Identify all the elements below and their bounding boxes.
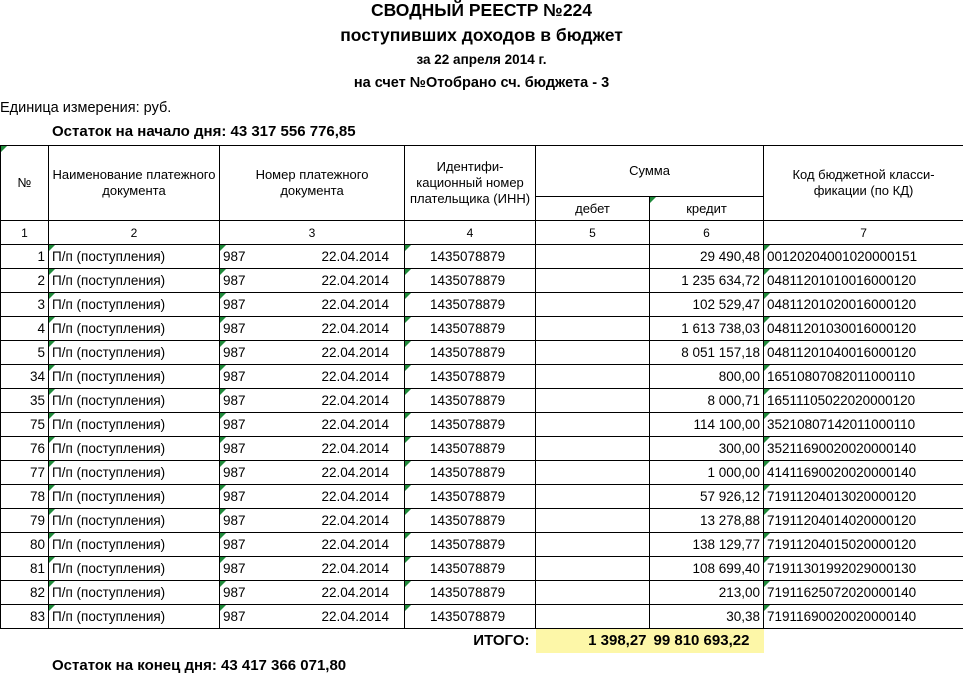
- row-doc-name: П/п (поступления): [49, 389, 220, 413]
- table-row: [1, 293, 963, 317]
- balance-end: Остаток на конец дня: 43 417 366 071,80: [52, 657, 347, 674]
- row-doc-date: 22.04.2014: [301, 461, 405, 485]
- row-inn: 1435078879: [405, 485, 536, 509]
- row-doc-name: П/п (поступления): [49, 557, 220, 581]
- row-number: 82: [1, 581, 49, 605]
- row-credit: 213,00: [650, 581, 764, 605]
- row-number: 3: [1, 293, 49, 317]
- row-doc-date: 22.04.2014: [301, 485, 405, 509]
- row-inn: 1435078879: [405, 581, 536, 605]
- row-number: 1: [1, 245, 49, 269]
- row-number: 77: [1, 461, 49, 485]
- row-inn: 1435078879: [405, 293, 536, 317]
- table-row: [1, 461, 963, 485]
- row-doc-number: 987: [220, 365, 301, 389]
- header-doc-name: Наименование платежного документа: [49, 146, 220, 221]
- row-kbk: 71911301992029000130: [764, 557, 963, 581]
- row-number: 78: [1, 485, 49, 509]
- row-number: 75: [1, 413, 49, 437]
- row-inn: 1435078879: [405, 317, 536, 341]
- totals-row: [1, 629, 963, 653]
- colnum-5: 5: [536, 221, 650, 245]
- row-debit: [536, 437, 650, 461]
- row-doc-number: 987: [220, 341, 301, 365]
- row-doc-date: 22.04.2014: [301, 245, 405, 269]
- row-inn: 1435078879: [405, 437, 536, 461]
- row-inn: 1435078879: [405, 245, 536, 269]
- table-row: [1, 389, 963, 413]
- row-doc-number: 987: [220, 461, 301, 485]
- row-debit: [536, 245, 650, 269]
- row-debit: [536, 341, 650, 365]
- header-sum: Сумма: [536, 146, 764, 197]
- row-credit: 102 529,47: [650, 293, 764, 317]
- totals-debit: 1 398,27: [536, 629, 650, 653]
- row-doc-name: П/п (поступления): [49, 485, 220, 509]
- colnum-4: 4: [405, 221, 536, 245]
- row-doc-name: П/п (поступления): [49, 461, 220, 485]
- row-inn: 1435078879: [405, 389, 536, 413]
- row-kbk: 04811201040016000120: [764, 341, 963, 365]
- row-debit: [536, 365, 650, 389]
- row-doc-name: П/п (поступления): [49, 269, 220, 293]
- row-doc-number: 987: [220, 389, 301, 413]
- row-number: 4: [1, 317, 49, 341]
- row-debit: [536, 269, 650, 293]
- row-doc-number: 987: [220, 413, 301, 437]
- row-credit: 138 129,77: [650, 533, 764, 557]
- row-doc-name: П/п (поступления): [49, 509, 220, 533]
- row-doc-name: П/п (поступления): [49, 245, 220, 269]
- header-inn: Идентифи-кационный номер плательщика (ИНН): [405, 146, 536, 221]
- table-row: [1, 437, 963, 461]
- row-inn: 1435078879: [405, 509, 536, 533]
- colnum-3: 3: [220, 221, 405, 245]
- row-debit: [536, 533, 650, 557]
- table-row: [1, 245, 963, 269]
- row-credit: 300,00: [650, 437, 764, 461]
- header-credit: кредит: [650, 197, 764, 221]
- row-inn: 1435078879: [405, 341, 536, 365]
- table-row: [1, 365, 963, 389]
- row-credit: 30,38: [650, 605, 764, 629]
- row-debit: [536, 317, 650, 341]
- row-doc-number: 987: [220, 485, 301, 509]
- colnum-1: 1: [1, 221, 49, 245]
- table-row: [1, 485, 963, 509]
- row-doc-date: 22.04.2014: [301, 557, 405, 581]
- row-doc-date: 22.04.2014: [301, 605, 405, 629]
- register-title: СВОДНЫЙ РЕЕСТР №224: [370, 0, 593, 20]
- row-number: 81: [1, 557, 49, 581]
- register-date: за 22 апреля 2014 г.: [416, 52, 547, 67]
- register-table: [0, 145, 963, 653]
- row-credit: 13 278,88: [650, 509, 764, 533]
- row-kbk: 71911625072020000140: [764, 581, 963, 605]
- row-kbk: 41411690020020000140: [764, 461, 963, 485]
- row-debit: [536, 461, 650, 485]
- row-doc-date: 22.04.2014: [301, 341, 405, 365]
- row-credit: 8 000,71: [650, 389, 764, 413]
- row-inn: 1435078879: [405, 605, 536, 629]
- row-debit: [536, 605, 650, 629]
- row-credit: 29 490,48: [650, 245, 764, 269]
- row-inn: 1435078879: [405, 269, 536, 293]
- row-number: 34: [1, 365, 49, 389]
- row-number: 80: [1, 533, 49, 557]
- row-doc-number: 987: [220, 557, 301, 581]
- row-number: 83: [1, 605, 49, 629]
- row-doc-number: 987: [220, 245, 301, 269]
- row-credit: 8 051 157,18: [650, 341, 764, 365]
- row-doc-number: 987: [220, 269, 301, 293]
- row-doc-date: 22.04.2014: [301, 533, 405, 557]
- row-doc-number: 987: [220, 317, 301, 341]
- row-kbk: 16511105022020000120: [764, 389, 963, 413]
- header-no: №: [1, 146, 49, 221]
- row-credit: 1 000,00: [650, 461, 764, 485]
- row-doc-name: П/п (поступления): [49, 533, 220, 557]
- row-number: 2: [1, 269, 49, 293]
- colnum-2: 2: [49, 221, 220, 245]
- row-number: 5: [1, 341, 49, 365]
- row-doc-date: 22.04.2014: [301, 581, 405, 605]
- row-debit: [536, 389, 650, 413]
- row-kbk: 16510807082011000110: [764, 365, 963, 389]
- row-kbk: 04811201010016000120: [764, 269, 963, 293]
- row-inn: 1435078879: [405, 365, 536, 389]
- row-kbk: 71911204013020000120: [764, 485, 963, 509]
- totals-label: ИТОГО:: [473, 632, 530, 650]
- row-kbk: 35211690020020000140: [764, 437, 963, 461]
- row-doc-date: 22.04.2014: [301, 413, 405, 437]
- row-doc-date: 22.04.2014: [301, 293, 405, 317]
- row-doc-number: 987: [220, 509, 301, 533]
- row-kbk: 04811201020016000120: [764, 293, 963, 317]
- row-doc-name: П/п (поступления): [49, 365, 220, 389]
- row-credit: 108 699,40: [650, 557, 764, 581]
- row-kbk: 71911690020020000140: [764, 605, 963, 629]
- table-row: [1, 581, 963, 605]
- colnum-6: 6: [650, 221, 764, 245]
- row-credit: 57 926,12: [650, 485, 764, 509]
- row-doc-name: П/п (поступления): [49, 413, 220, 437]
- header-kbk: Код бюджетной класси-фикации (по КД): [764, 146, 963, 221]
- row-inn: 1435078879: [405, 557, 536, 581]
- row-doc-number: 987: [220, 437, 301, 461]
- table-row: [1, 533, 963, 557]
- row-inn: 1435078879: [405, 461, 536, 485]
- row-doc-name: П/п (поступления): [49, 581, 220, 605]
- table-row: [1, 341, 963, 365]
- row-number: 35: [1, 389, 49, 413]
- row-doc-name: П/п (поступления): [49, 605, 220, 629]
- row-credit: 800,00: [650, 365, 764, 389]
- table-row: [1, 269, 963, 293]
- row-doc-number: 987: [220, 533, 301, 557]
- row-debit: [536, 557, 650, 581]
- row-doc-date: 22.04.2014: [301, 365, 405, 389]
- totals-empty: [764, 629, 963, 653]
- row-doc-number: 987: [220, 581, 301, 605]
- row-debit: [536, 413, 650, 437]
- table-row: [1, 509, 963, 533]
- table-row: [1, 413, 963, 437]
- register-account: на счет №Отобрано сч. бюджета - 3: [353, 75, 610, 91]
- row-kbk: 04811201030016000120: [764, 317, 963, 341]
- row-debit: [536, 509, 650, 533]
- row-credit: 1 235 634,72: [650, 269, 764, 293]
- table-row: [1, 605, 963, 629]
- row-doc-number: 987: [220, 293, 301, 317]
- row-doc-date: 22.04.2014: [301, 269, 405, 293]
- row-kbk: 00120204001020000151: [764, 245, 963, 269]
- row-number: 76: [1, 437, 49, 461]
- colnum-7: 7: [764, 221, 963, 245]
- row-doc-date: 22.04.2014: [301, 389, 405, 413]
- row-doc-number: 987: [220, 605, 301, 629]
- row-debit: [536, 293, 650, 317]
- row-kbk: 71911204014020000120: [764, 509, 963, 533]
- row-debit: [536, 485, 650, 509]
- row-kbk: 35210807142011000110: [764, 413, 963, 437]
- row-doc-date: 22.04.2014: [301, 317, 405, 341]
- row-debit: [536, 581, 650, 605]
- totals-credit: 99 810 693,22: [650, 629, 764, 653]
- row-number: 79: [1, 509, 49, 533]
- balance-start: Остаток на начало дня: 43 317 556 776,85: [52, 123, 356, 140]
- header-debit: дебет: [536, 197, 650, 221]
- table-row: [1, 557, 963, 581]
- row-doc-name: П/п (поступления): [49, 341, 220, 365]
- table-row: [1, 317, 963, 341]
- row-credit: 114 100,00: [650, 413, 764, 437]
- row-doc-date: 22.04.2014: [301, 437, 405, 461]
- row-inn: 1435078879: [405, 533, 536, 557]
- register-subtitle: поступивших доходов в бюджет: [340, 25, 623, 45]
- row-doc-name: П/п (поступления): [49, 437, 220, 461]
- row-inn: 1435078879: [405, 413, 536, 437]
- row-credit: 1 613 738,03: [650, 317, 764, 341]
- unit-of-measure: Единица измерения: руб.: [0, 100, 172, 116]
- row-doc-name: П/п (поступления): [49, 317, 220, 341]
- row-doc-name: П/п (поступления): [49, 293, 220, 317]
- row-kbk: 71911204015020000120: [764, 533, 963, 557]
- row-doc-date: 22.04.2014: [301, 509, 405, 533]
- header-doc-number: Номер платежного документа: [220, 146, 405, 221]
